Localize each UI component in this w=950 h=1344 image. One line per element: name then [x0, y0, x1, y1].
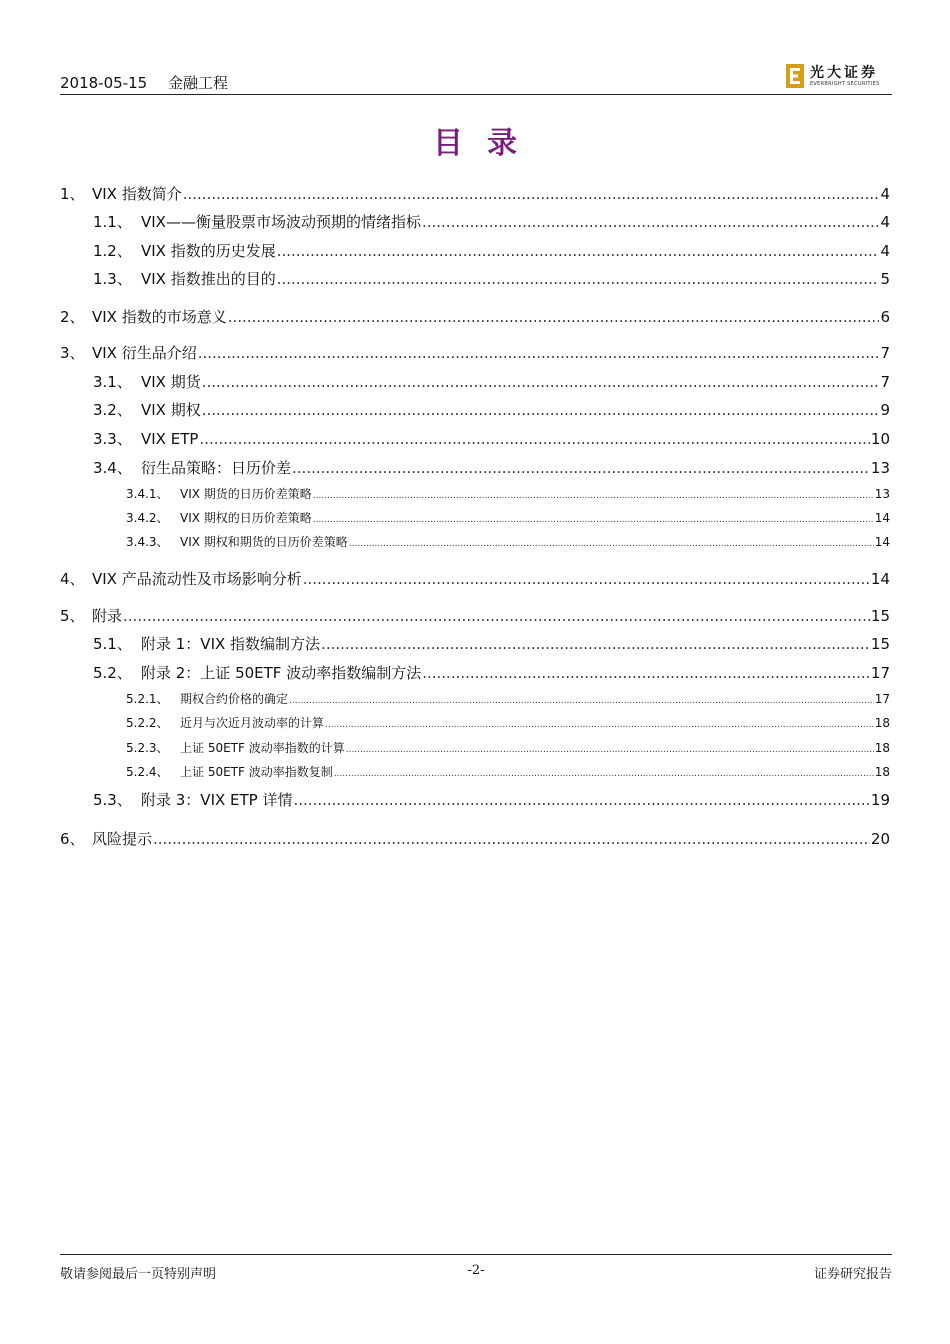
toc-entry-title: VIX ETP: [141, 430, 199, 448]
toc-entry-title: VIX——衡量股票市场波动预期的情绪指标: [141, 213, 421, 231]
toc-entry-number: 5.2、: [93, 664, 132, 682]
toc-entry-title: 近月与次近月波动率的计算: [180, 716, 325, 730]
toc-entry-title: 风险提示: [92, 830, 153, 848]
toc-leader-dots: [313, 515, 874, 525]
toc-entry-number: 3.2、: [93, 401, 132, 419]
header-rule: [60, 94, 892, 95]
toc-leader-dots: [199, 430, 869, 448]
toc-entry-title: VIX 期货: [141, 373, 201, 391]
toc-entry-title: VIX 产品流动性及市场影响分析: [92, 570, 302, 588]
toc-entry-title: 上证 50ETF 波动率指数复制: [180, 765, 333, 779]
header-left: [60, 72, 244, 93]
toc-entry-number: 3.4.2、: [126, 511, 169, 525]
toc-entry-level-2[interactable]: [60, 371, 890, 392]
toc-leader-dots: [321, 635, 870, 653]
toc-entry-title: VIX 衍生品介绍: [92, 344, 197, 362]
toc-entry-page: 15: [870, 607, 890, 625]
toc-entry-number: 3.3、: [93, 430, 132, 448]
toc-entry-title: VIX 指数的市场意义: [92, 308, 227, 326]
toc-leader-dots: [292, 459, 870, 477]
toc-leader-dots: [228, 308, 880, 326]
toc-leader-dots: [277, 270, 880, 288]
toc-leader-dots: [349, 539, 874, 549]
toc-entry-page: 18: [874, 765, 890, 779]
header-date: 2018-05-15: [60, 74, 148, 92]
toc-entry-level-1[interactable]: [60, 605, 890, 626]
toc-entry-page: 14: [870, 570, 890, 588]
toc-entry-title: 附录 1：VIX 指数编制方法: [141, 635, 321, 653]
toc-entry-number: 5.2.1、: [126, 692, 169, 706]
toc-entry-page: 19: [870, 791, 890, 809]
toc-entry-number: 2、: [60, 308, 85, 326]
toc-entry-title: VIX 指数简介: [92, 185, 182, 203]
toc-leader-dots: [123, 607, 870, 625]
toc-entry-level-1[interactable]: [60, 183, 890, 204]
toc-entry-number: 5.2.4、: [126, 765, 169, 779]
toc-entry-level-2[interactable]: [60, 268, 890, 289]
toc-entry-number: 5.3、: [93, 791, 132, 809]
logo-mark-icon: [786, 64, 804, 88]
toc-entry-page: 5: [880, 270, 890, 288]
toc-leader-dots: [202, 373, 880, 391]
toc-entry-page: 13: [870, 459, 890, 477]
page-header: [60, 58, 892, 96]
toc-leader-dots: [183, 185, 880, 203]
toc-entry-level-1[interactable]: [60, 306, 890, 327]
toc-entry-number: 3.4.3、: [126, 535, 169, 549]
toc-entry-page: 18: [874, 716, 890, 730]
toc-entry-title: 上证 50ETF 波动率指数的计算: [180, 741, 345, 755]
toc-entry-title: VIX 期权的日历价差策略: [180, 511, 312, 525]
toc-entry-level-2[interactable]: [60, 633, 890, 654]
toc-entry-page: 14: [874, 535, 890, 549]
toc-entry-level-2[interactable]: [60, 662, 890, 683]
toc-entry-title: VIX 期权: [141, 401, 201, 419]
toc-leader-dots: [153, 830, 870, 848]
toc-entry-level-2[interactable]: [60, 240, 890, 261]
footer-report-type: 证券研究报告: [813, 1267, 892, 1282]
toc-entry-number: 5.1、: [93, 635, 132, 653]
toc-leader-dots: [294, 791, 870, 809]
toc-entry-level-3[interactable]: [60, 714, 890, 731]
company-logo: [786, 62, 892, 92]
toc-leader-dots: [334, 769, 874, 779]
toc-entry-level-3[interactable]: [60, 739, 890, 756]
toc-entry-page: 4: [880, 213, 890, 231]
toc-entry-level-1[interactable]: [60, 828, 890, 849]
toc-entry-level-3[interactable]: [60, 533, 890, 550]
toc-entry-level-3[interactable]: [60, 690, 890, 707]
toc-entry-title: VIX 期权和期货的日历价差策略: [180, 535, 348, 549]
toc-entry-level-2[interactable]: [60, 428, 890, 449]
logo-chinese-name: 光大证券: [810, 65, 878, 81]
toc-entry-number: 1.2、: [93, 242, 132, 260]
toc-leader-dots: [325, 720, 874, 730]
header-category: 金融工程: [167, 74, 228, 92]
toc-entry-number: 5、: [60, 607, 85, 625]
toc-entry-page: 13: [874, 487, 890, 501]
toc-entry-page: 17: [870, 664, 890, 682]
toc-entry-number: 6、: [60, 830, 85, 848]
toc-entry-level-1[interactable]: [60, 568, 890, 589]
toc-entry-title: 附录 2：上证 50ETF 波动率指数编制方法: [141, 664, 422, 682]
toc-leader-dots: [202, 401, 880, 419]
toc-entry-level-2[interactable]: [60, 211, 890, 232]
toc-entry-title: 附录: [92, 607, 123, 625]
toc-entry-number: 5.2.3、: [126, 741, 169, 755]
toc-entry-page: 4: [880, 185, 890, 203]
toc-entry-level-2[interactable]: [60, 399, 890, 420]
toc-entry-page: 17: [874, 692, 890, 706]
toc-entry-level-2[interactable]: [60, 457, 890, 478]
toc-entry-level-1[interactable]: [60, 342, 890, 363]
toc-entry-level-3[interactable]: [60, 485, 890, 502]
toc-entry-page: 18: [874, 741, 890, 755]
toc-entry-title: 衍生品策略：日历价差: [141, 459, 292, 477]
toc-entry-number: 3.4、: [93, 459, 132, 477]
toc-entry-title: VIX 指数推出的目的: [141, 270, 276, 288]
toc-entry-page: 7: [880, 344, 890, 362]
toc-leader-dots: [422, 213, 879, 231]
toc-leader-dots: [277, 242, 880, 260]
footer-page-number: -2-: [467, 1263, 485, 1278]
toc-entry-number: 3.1、: [93, 373, 132, 391]
toc-entry-page: 6: [880, 308, 890, 326]
toc-entry-title: 附录 3：VIX ETP 详情: [141, 791, 293, 809]
toc-entry-number: 4、: [60, 570, 85, 588]
toc-entry-page: 20: [870, 830, 890, 848]
toc-entry-page: 7: [880, 373, 890, 391]
toc-leader-dots: [303, 570, 870, 588]
toc-leader-dots: [198, 344, 880, 362]
toc-leader-dots: [422, 664, 870, 682]
toc-entry-number: 1.3、: [93, 270, 132, 288]
toc-entry-page: 14: [874, 511, 890, 525]
toc-entry-page: 4: [880, 242, 890, 260]
toc-entry-level-3[interactable]: [60, 763, 890, 780]
toc-entry-page: 15: [870, 635, 890, 653]
toc-entry-level-3[interactable]: [60, 509, 890, 526]
toc-entry-title: VIX 期货的日历价差策略: [180, 487, 312, 501]
footer-disclaimer: 敬请参阅最后一页特别声明: [60, 1267, 217, 1282]
toc-leader-dots: [289, 696, 874, 706]
toc-entry-page: 9: [880, 401, 890, 419]
logo-english-name: EVERBRIGHT SECURITIES: [810, 81, 880, 87]
toc-entry-title: 期权合约价格的确定: [180, 692, 289, 706]
toc-entry-number: 1.1、: [93, 213, 132, 231]
toc-entry-title: VIX 指数的历史发展: [141, 242, 276, 260]
toc-leader-dots: [346, 745, 874, 755]
toc-title: 目录: [433, 126, 541, 161]
page-footer: [60, 1254, 892, 1285]
toc-entry-number: 5.2.2、: [126, 716, 169, 730]
toc-entry-number: 3.4.1、: [126, 487, 169, 501]
toc-entry-level-2[interactable]: [60, 789, 890, 810]
toc-entry-number: 1、: [60, 185, 85, 203]
toc-entry-page: 10: [870, 430, 890, 448]
toc-leader-dots: [313, 491, 874, 501]
toc-entry-number: 3、: [60, 344, 85, 362]
